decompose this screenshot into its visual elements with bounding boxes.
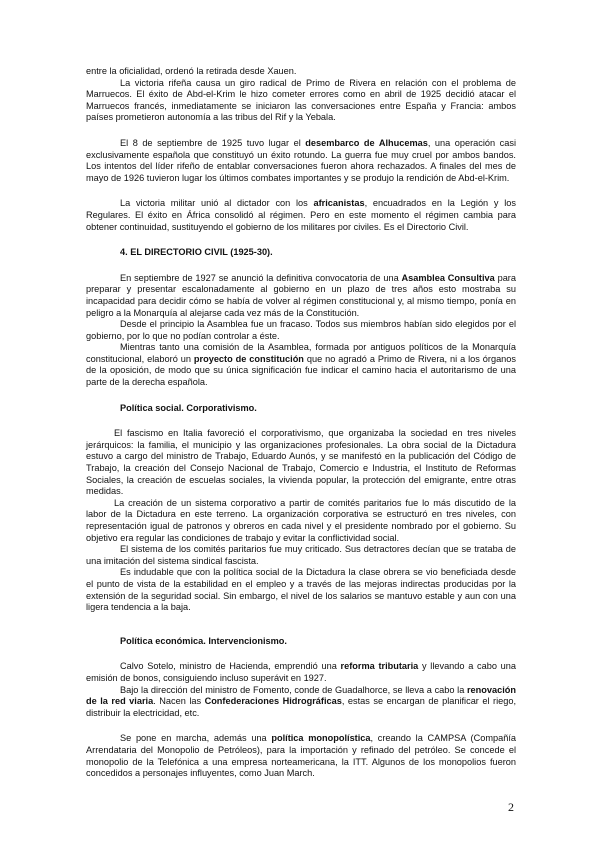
text-run: Bajo la dirección del ministro de Fomento, conde de Guadalhorce, se lleva a cabo la	[120, 684, 467, 695]
paragraph: La victoria rifeña causa un giro radical de Primo de Rivera en relación con el problema de Marruecos. El éxito de Abd-el-Krim le hizo cometer errores como en abril de 1925 decidió atacar el Marruecos francés, inmediatamente se iniciaron las conversaciones entre España y Francia: ambos países prometieron autonomía a las tribus del Rif y la Yebala.	[86, 77, 516, 123]
paragraph: entre la oficialidad, ordenó la retirada desde Xauen.	[86, 66, 297, 76]
paragraph: El fascismo en Italia favoreció el corporativismo, que organizaba la sociedad en tres niveles jerárquicos: la familia, el municipio y las organizaciones profesionales. La obra social de la Dictadura estuvo a cargo del ministro de Trabajo, Eduardo Aunós, y se manifestó en la publicación del Código de Trabajo, la creación del Consejo Nacional de Trabajo, Comercio e Industria, el Instituto de Reformas Sociales, la creación de escuelas sociales, la vivienda popular, la protección del emigrante, entre otras medidas.	[86, 428, 516, 497]
text-run: y llevando a cabo una emisión de bonos, consiguiendo incluso superávit en 1927.	[86, 661, 516, 683]
paragraph	[86, 198, 516, 233]
text-run: Calvo Sotelo, ministro de Hacienda, emprendió una	[120, 661, 341, 672]
text-run: que no agradó a Primo de Rivera, ni a los órganos de la oposición, de modo que su única significación fue indicar el camino hacia el autoritarismo de una parte de la derecha española.	[86, 353, 516, 388]
paragraph: El sistema de los comités paritarios fue muy criticado. Sus detractores decían que se trataba de una imitación del sistema sindical fascista.	[86, 544, 516, 566]
bold-term: reforma tributaria	[340, 661, 419, 672]
text-run: En septiembre de 1927 se anunció la definitiva convocatoria de una	[120, 272, 402, 283]
paragraph	[86, 342, 516, 388]
bold-term: Asamblea Consultiva	[401, 272, 495, 283]
section-heading: 4. EL DIRECTORIO CIVIL (1925-30).	[120, 247, 273, 258]
bold-term: renovación de la red viaria	[86, 684, 516, 707]
paragraph	[86, 685, 516, 720]
text-run: , encuadrados en la Legión y los Regulares. El éxito en África consolidó al régimen. Pero en este momento el régimen cambia para obtener continuidad, sustituyendo el gobierno de los militares por civiles. Es el Directorio Civil.	[86, 198, 516, 232]
text-run: para preparar y presentar escalonadamente al gobierno en un plazo de tres años esto mostraba su incapacidad para decidir cómo se había de volver al régimen constitucional y, al mismo tiempo, ponía en peligro a la Monarquía al alejarse cada vez más de la Constitución.	[86, 272, 516, 318]
text-run: , una operación casi exclusivamente española que constituyó un éxito rotundo. La guerra fue muy cruel por ambos bandos. Los intentos del líder rifeño de entablar conversaciones fueron ahora rechazados. A finales del mes de mayo de 1926 tuvieron lugar los últimos combates importantes y se produjo la rendición de Abd-el-Krim.	[86, 137, 516, 183]
subsection-heading: Política social. Corporativismo.	[120, 402, 257, 413]
page-body	[86, 66, 516, 780]
bold-term: proyecto de constitución	[193, 353, 304, 364]
paragraph: La creación de un sistema corporativo a partir de comités paritarios fue lo más discutido de la labor de la Dictadura en este terreno. La organización corporativa se estructuró en tres niveles, con representación igual de patronos y obreros en cada nivel y el presidente nombrado por el gobierno. Su objetivo era regular las condiciones de trabajo y evitar la conflictividad social.	[86, 497, 516, 543]
text-run: , estas se encargan de planificar el riego, distribuir la electricidad, etc.	[86, 696, 516, 718]
text-run: Mientras tanto una comisión de la Asamblea, formada por antiguos políticos de la Monarquía constitucional, elaboró un	[86, 342, 516, 364]
bold-term: africanistas	[313, 198, 365, 209]
bold-term: Confederaciones Hidrográficas	[204, 696, 342, 707]
paragraph: Desde el principio la Asamblea fue un fracaso. Todos sus miembros habían sido elegidos por el gobierno, por lo que no podían controlar a éste.	[86, 319, 516, 341]
paragraph	[86, 138, 516, 184]
paragraph	[86, 661, 516, 684]
text-run: El 8 de septiembre de 1925 tuvo lugar el	[120, 137, 306, 148]
paragraph	[86, 273, 516, 319]
text-run: , creando la CAMPSA (Compañía Arrendataria del Monopolio de Petróleos), para la importación y refinado del petróleo. Se concede el monopolio de la Telefónica a una empresa norteamericana, la ITT. Algunos de los monopolios fueron concedidos a personajes influyentes, como Juan March.	[86, 733, 516, 779]
page-number: 2	[508, 800, 514, 814]
subsection-heading: Política económica. Intervencionismo.	[120, 635, 287, 646]
text-run: . Nacen las	[153, 696, 205, 707]
paragraph: Es indudable que con la política social de la Dictadura la clase obrera se vio beneficiada desde el punto de vista de la estabilidad en el empleo y a través de las mejoras indirectas producidas por la extensión de la seguridad social. Sin embargo, el nivel de los salarios se mantuvo estable y aun con una ligera tendencia a la baja.	[86, 567, 516, 613]
text-run: Se pone en marcha, además una	[120, 733, 272, 744]
paragraph	[86, 733, 516, 779]
bold-term: política monopolística	[271, 733, 371, 744]
text-run: La victoria militar unió al dictador con los	[120, 198, 314, 209]
bold-term: desembarco de Alhucemas	[305, 137, 428, 148]
